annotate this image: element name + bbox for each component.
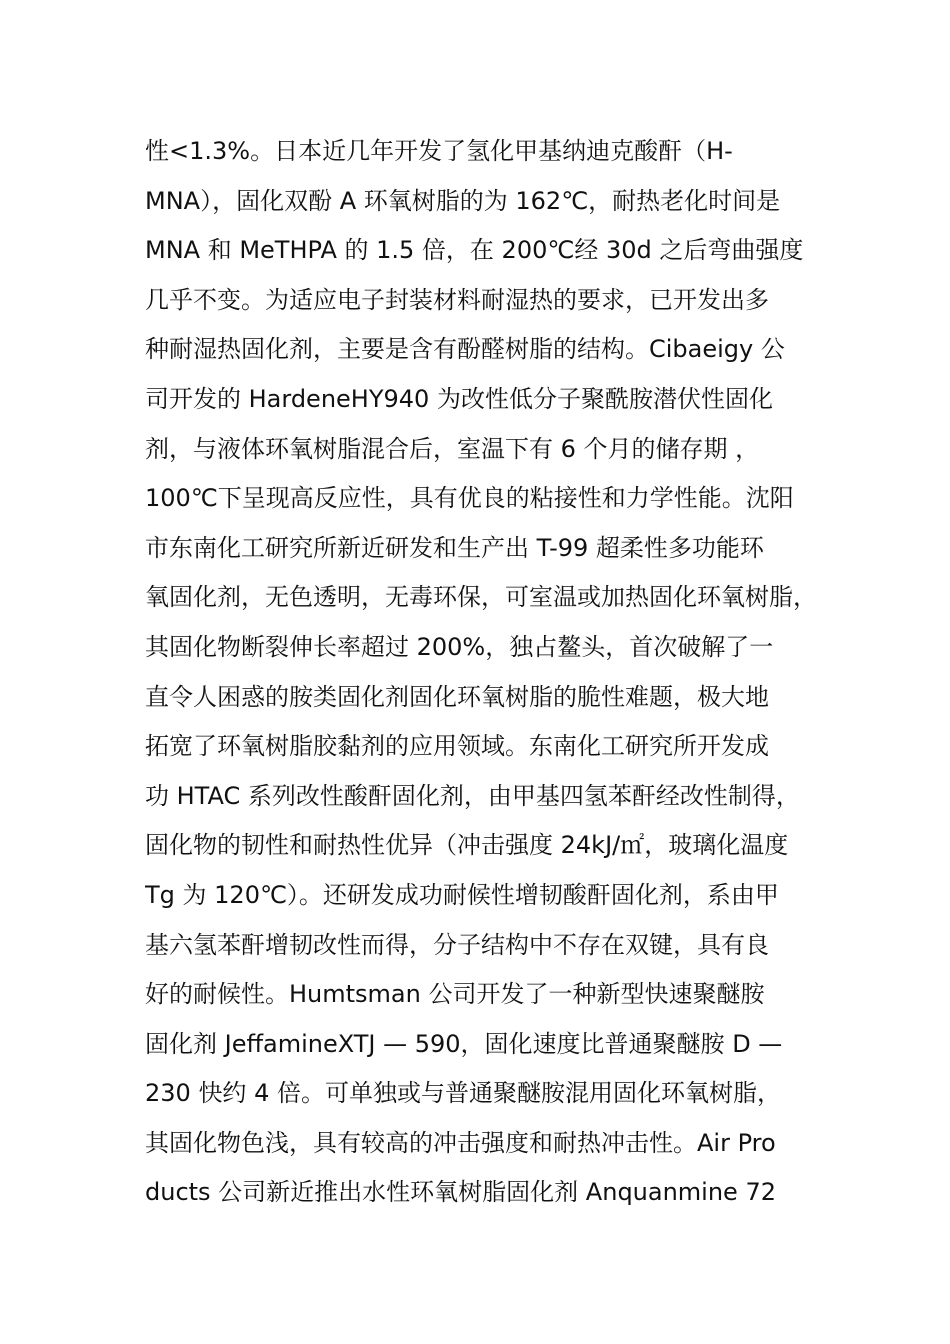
text-line: MNA），固化双酚 A 环氧树脂的为 162℃，耐热老化时间是 <box>145 186 781 215</box>
text-line: 几乎不变。为适应电子封装材料耐湿热的要求，已开发出多 <box>145 285 769 314</box>
text-line: 功 HTAC 系列改性酸酐固化剂，由甲基四氢苯酐经改性制得， <box>145 781 800 810</box>
text-line: 基六氢苯酐增韧改性而得，分子结构中不存在双键，具有良 <box>145 930 769 959</box>
text-line: 司开发的 HardeneHY940 为改性低分子聚酰胺潜伏性固化 <box>145 384 773 413</box>
text-line: ducts 公司新近推出水性环氧树脂固化剂 Anquanmine 72 <box>145 1178 776 1207</box>
text-line: 剂，与液体环氧树脂混合后，室温下有 6 个月的储存期 ， <box>145 434 760 463</box>
text-line: 市东南化工研究所新近研发和生产出 T-99 超柔性多功能环 <box>145 533 764 562</box>
text-line: 其固化物色浅，具有较高的冲击强度和耐热冲击性。Air Pro <box>145 1128 776 1157</box>
text-line: 230 快约 4 倍。可单独或与普通聚醚胺混用固化环氧树脂， <box>145 1079 781 1108</box>
text-line: Tg 为 120℃）。还研发成功耐候性增韧酸酐固化剂，系由甲 <box>145 880 779 909</box>
text-line: 好的耐候性。Humtsman 公司开发了一种新型快速聚醚胺 <box>145 980 765 1009</box>
text-line: 氧固化剂，无色透明，无毒环保，可室温或加热固化环氧树脂， <box>145 583 817 612</box>
text-line: 种耐湿热固化剂，主要是含有酚醛树脂的结构。Cibaeigy 公 <box>145 335 785 364</box>
text-line: 其固化物断裂伸长率超过 200%，独占鳌头，首次破解了一 <box>145 632 774 661</box>
text-line: MNA 和 MeTHPA 的 1.5 倍，在 200℃经 30d 之后弯曲强度 <box>145 236 804 265</box>
text-line: 性<1.3%。日本近几年开发了氢化甲基纳迪克酸酐（H- <box>145 137 733 165</box>
text-line: 固化剂 JeffamineXTJ — 590，固化速度比普通聚醚胺 D — <box>145 1029 783 1058</box>
text-line: 固化物的韧性和耐热性优异（冲击强度 24kJ/㎡，玻璃化温度 <box>145 831 789 860</box>
text-line: 直令人困惑的胺类固化剂固化环氧树脂的脆性难题，极大地 <box>145 682 769 711</box>
text-line: 拓宽了环氧树脂胶黏剂的应用领域。东南化工研究所开发成 <box>145 732 769 761</box>
body-text <box>145 127 835 1218</box>
text-line: 100℃下呈现高反应性，具有优良的粘接性和力学性能。沈阳 <box>145 484 794 513</box>
